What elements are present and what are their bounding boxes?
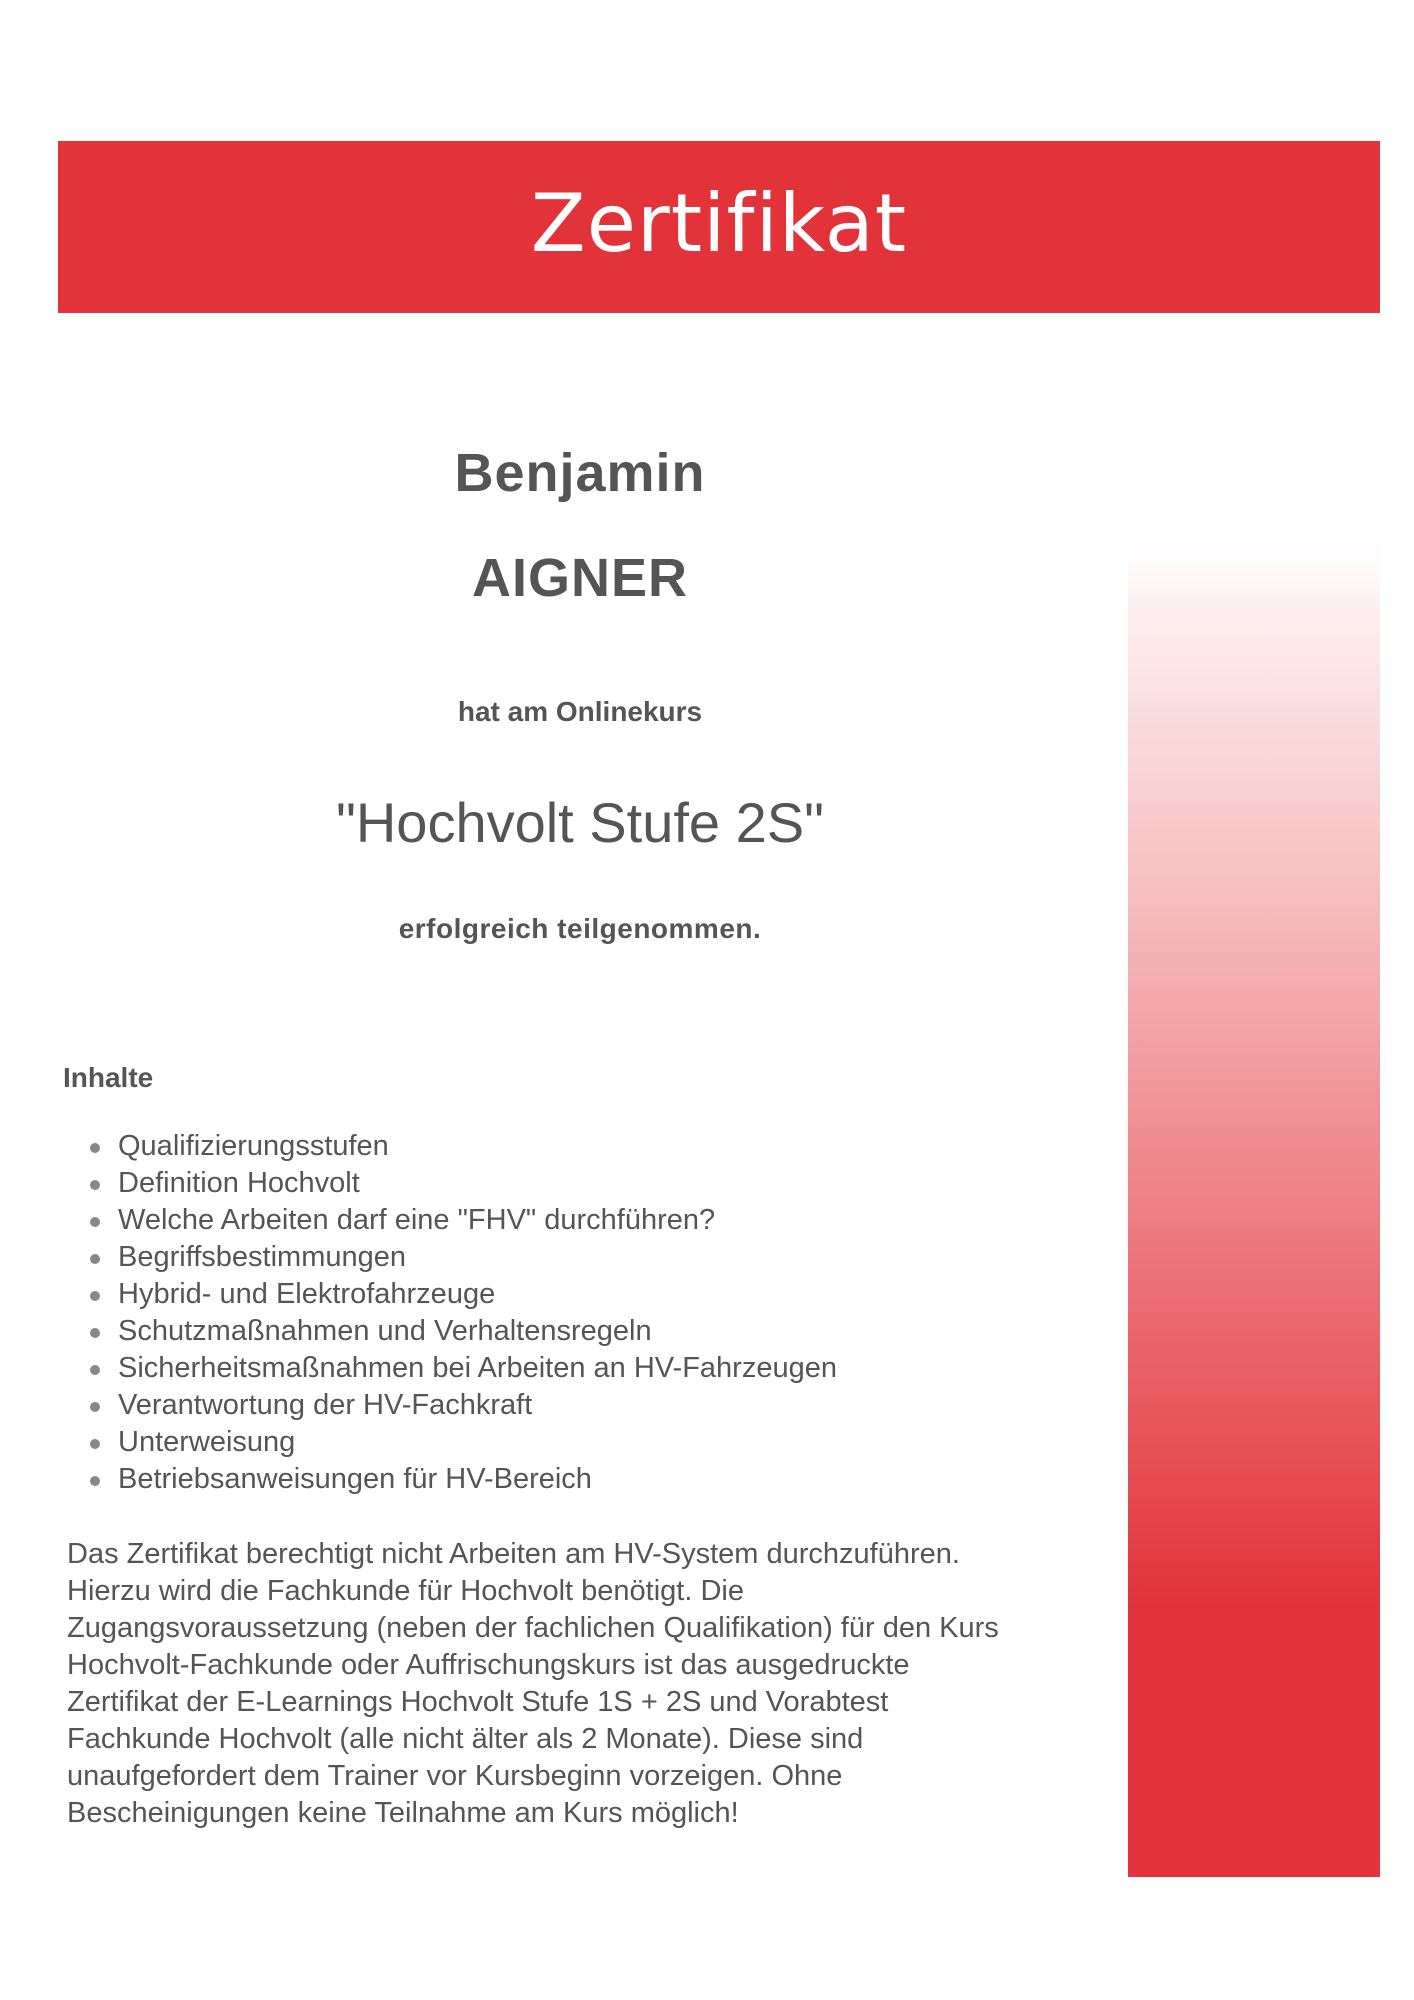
participant-last-name: AIGNER [471, 548, 688, 608]
notice-line: Das Zertifikat berechtigt nicht Arbeiten am HV-System durchzuführen. [67, 1538, 960, 1570]
course-title: "Hochvolt Stufe 2S" [335, 791, 824, 854]
contents-heading: Inhalte [63, 1062, 154, 1093]
notice-line: Hierzu wird die Fachkunde für Hochvolt benötigt. Die [67, 1575, 744, 1607]
list-item: Welche Arbeiten darf eine "FHV" durchführen? [85, 1202, 837, 1239]
decorative-side-band [1128, 520, 1380, 1877]
list-item: Betriebsanweisungen für HV-Bereich [85, 1461, 837, 1498]
notice-line: Hochvolt-Fachkunde oder Auffrischungskurs ist das ausgedruckte [67, 1649, 910, 1681]
list-item: Begriffsbestimmungen [85, 1239, 837, 1276]
list-item: Verantwortung der HV-Fachkraft [85, 1387, 837, 1424]
completion-line: erfolgreich teilgenommen. [398, 913, 762, 944]
notice-line: Bescheinigungen keine Teilnahme am Kurs möglich! [67, 1797, 739, 1829]
notice-paragraph [67, 1536, 1117, 1832]
list-item: Definition Hochvolt [85, 1165, 837, 1202]
notice-line: Fachkunde Hochvolt (alle nicht älter als 2 Monate). Diese sind [67, 1723, 864, 1755]
participant-first-name: Benjamin [454, 443, 706, 503]
side-band-fade [1128, 520, 1380, 600]
list-item: Qualifizierungsstufen [85, 1128, 837, 1165]
header-banner [58, 141, 1380, 313]
intro-line: hat am Onlinekurs [457, 696, 703, 727]
list-item: Sicherheitsmaßnahmen bei Arbeiten an HV-Fahrzeugen [85, 1350, 837, 1387]
list-item: Unterweisung [85, 1424, 837, 1461]
notice-line: Zugangsvoraussetzung (neben der fachlichen Qualifikation) für den Kurs [67, 1612, 999, 1644]
list-item: Schutzmaßnahmen und Verhaltensregeln [85, 1313, 837, 1350]
list-item: Hybrid- und Elektrofahrzeuge [85, 1276, 837, 1313]
notice-line: unaufgefordert dem Trainer vor Kursbeginn vorzeigen. Ohne [67, 1760, 843, 1792]
certificate-title: Zertifikat [530, 176, 908, 270]
contents-list [85, 1128, 837, 1498]
notice-line: Zertifikat der E-Learnings Hochvolt Stufe 1S + 2S und Vorabtest [67, 1686, 889, 1718]
